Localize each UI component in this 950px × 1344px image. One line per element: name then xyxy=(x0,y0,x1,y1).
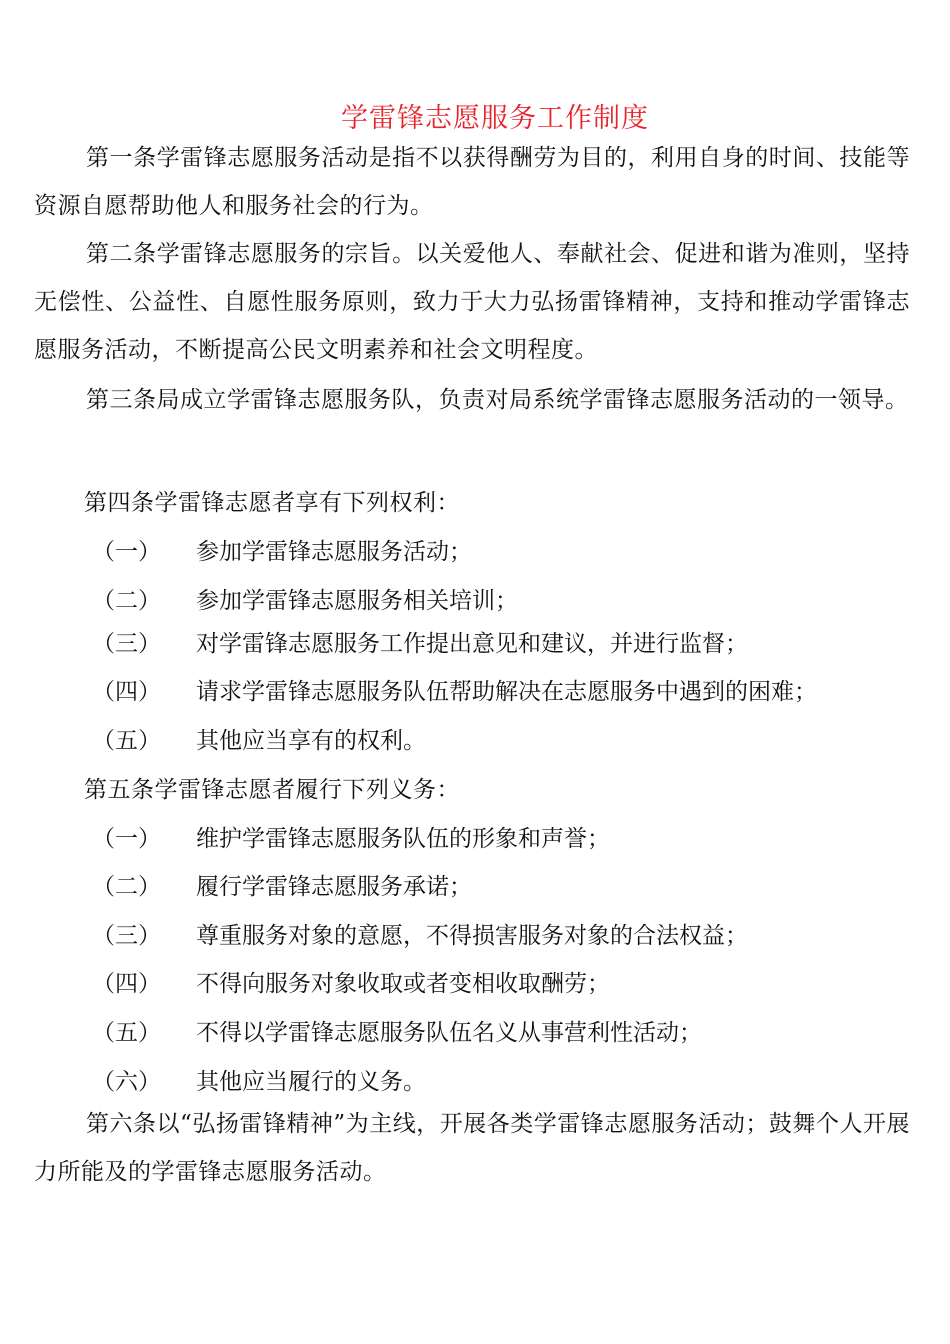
item-text: 参加学雷锋志愿服务相关培训； xyxy=(196,588,518,614)
article-3: 第三条局成立学雷锋志愿服务队，负责对局系统学雷锋志愿服务活动的一领导。 xyxy=(86,387,909,413)
article-6: 第六条以“弘扬雷锋精神”为主线，开展各类学雷锋志愿服务活动；鼓舞个人开展力所能及的学雷锋志愿服务活动。 xyxy=(34,1111,910,1185)
item-number: （六） xyxy=(92,1069,161,1095)
item-number: （三） xyxy=(92,631,161,657)
item-text: 不得向服务对象收取或者变相收取酬劳； xyxy=(196,971,610,997)
rights-item xyxy=(92,625,748,658)
item-number: （二） xyxy=(92,874,161,900)
item-text: 请求学雷锋志愿服务队伍帮助解决在志愿服务中遇到的困难； xyxy=(196,679,817,705)
item-number: （四） xyxy=(92,679,161,705)
item-number: （三） xyxy=(92,923,161,949)
item-text: 参加学雷锋志愿服务活动； xyxy=(196,539,472,565)
item-text: 其他应当享有的权利。 xyxy=(196,728,426,754)
rights-item xyxy=(92,722,426,755)
article-5: 第五条学雷锋志愿者履行下列义务： xyxy=(84,777,460,803)
rights-item xyxy=(92,533,472,566)
duties-item xyxy=(92,820,610,853)
article-1: 第一条学雷锋志愿服务活动是指不以获得酬劳为目的，利用自身的时间、技能等资源自愿帮助他人和服务社会的行为。 xyxy=(34,145,910,219)
item-number: （五） xyxy=(92,1020,161,1046)
item-number: （五） xyxy=(92,728,161,754)
item-number: （一） xyxy=(92,539,161,565)
rights-item xyxy=(92,582,518,615)
item-text: 维护学雷锋志愿服务队伍的形象和声誉； xyxy=(196,826,610,852)
item-number: （四） xyxy=(92,971,161,997)
item-text: 尊重服务对象的意愿，不得损害服务对象的合法权益； xyxy=(196,923,748,949)
document-title: 学雷锋志愿服务工作制度 xyxy=(341,103,649,134)
duties-item xyxy=(92,868,472,901)
item-number: （一） xyxy=(92,826,161,852)
rights-item xyxy=(92,673,817,706)
article-2: 第二条学雷锋志愿服务的宗旨。以关爱他人、奉献社会、促进和谐为准则，坚持无偿性、公益性、自愿性服务原则，致力于大力弘扬雷锋精神，支持和推动学雷锋志愿服务活动，不断提高公民文明素养和社会文明程度。 xyxy=(34,241,910,363)
item-text: 不得以学雷锋志愿服务队伍名义从事营利性活动； xyxy=(196,1020,702,1046)
article-4: 第四条学雷锋志愿者享有下列权利： xyxy=(84,490,460,516)
duties-item xyxy=(92,965,610,998)
item-text: 履行学雷锋志愿服务承诺； xyxy=(196,874,472,900)
item-text: 其他应当履行的义务。 xyxy=(196,1069,426,1095)
duties-item xyxy=(92,1014,702,1047)
item-text: 对学雷锋志愿服务工作提出意见和建议，并进行监督； xyxy=(196,631,748,657)
duties-item xyxy=(92,1063,426,1096)
duties-item xyxy=(92,917,748,950)
item-number: （二） xyxy=(92,588,161,614)
